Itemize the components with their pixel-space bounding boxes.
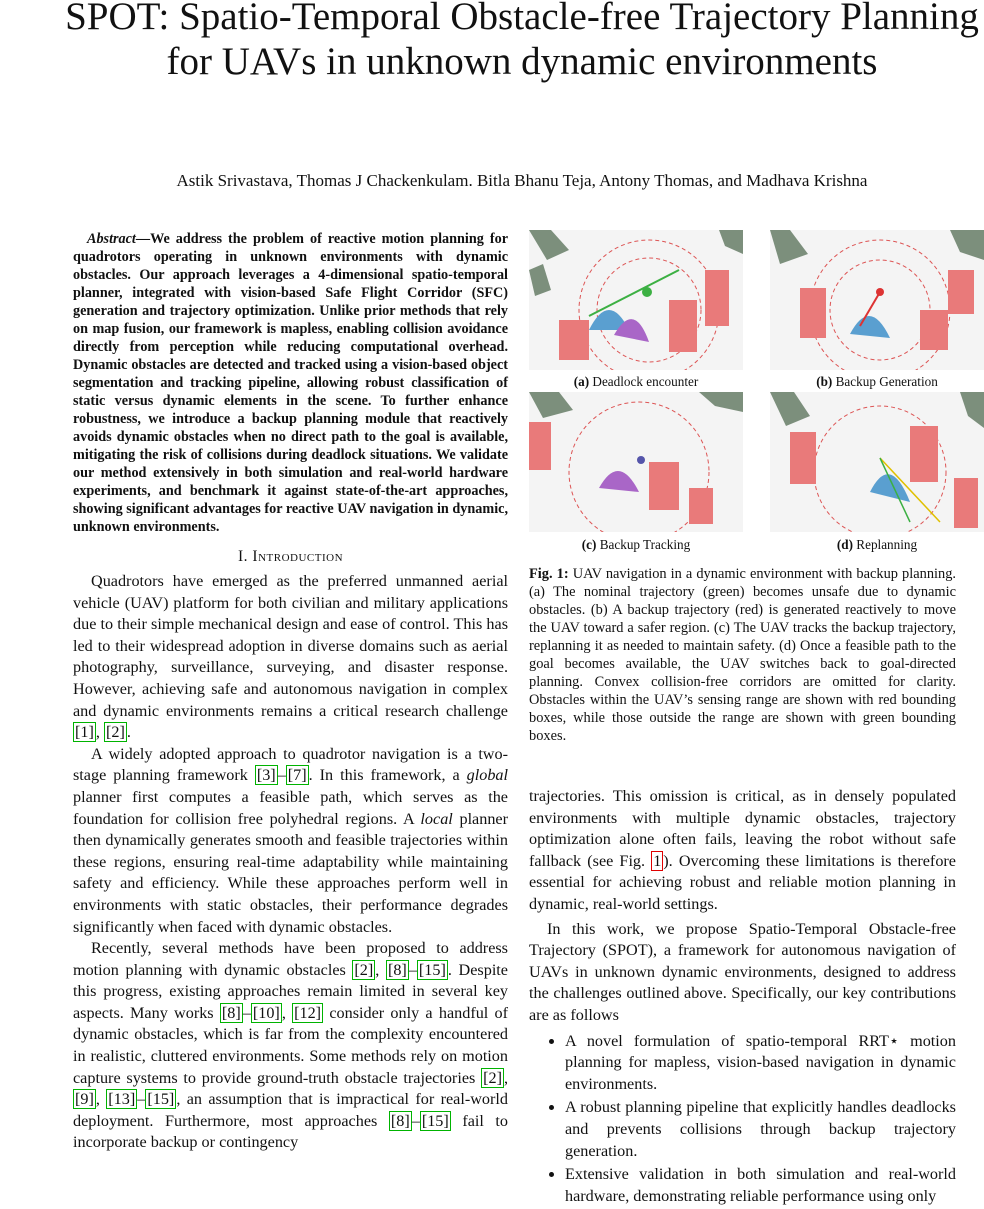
citation-link[interactable]: [15] xyxy=(147,1090,175,1109)
section-title: Introduction xyxy=(252,548,344,565)
intro-paragraph-1: Quadrotors have emerged as the preferred unmanned aerial vehicle (UAV) platform for both civilian and military applications due to their simple mechanical design and ease of control. This has led to their widespread adoption in diverse domains such as aerial photography, surveillance, surveying, and disaster response. However, achieving safe and autonomous navigation in complex and dynamic environments remains a critical research challenge [1] , [2] . xyxy=(73,572,508,742)
section-number: I. xyxy=(237,548,249,565)
citation-link[interactable]: [10] xyxy=(252,1003,280,1022)
abstract xyxy=(73,230,508,536)
citation-link[interactable]: [8] xyxy=(390,1111,410,1130)
citation-link[interactable]: [2] xyxy=(354,960,374,979)
citation-link[interactable]: [8] xyxy=(221,1003,241,1022)
paper-title: SPOT: Spatio-Temporal Obstacle-free Trajectory Planning for UAVs in unknown dynamic environments xyxy=(65,0,979,83)
citation-link[interactable]: [13] xyxy=(108,1090,136,1109)
section-heading xyxy=(73,548,508,566)
figure-caption-label: Fig. 1: xyxy=(529,566,569,582)
contribution-list xyxy=(529,1031,956,1208)
right-paragraph-2: In this work, we propose Spatio-Temporal Obstacle-free Trajectory (SPOT), a framework for autonomous navigation of UAVs in unknown dynamic environments, designed to address the challenges outlined above. Specifically, our key contributions are as follows xyxy=(529,919,956,1024)
citation-link[interactable]: [8] xyxy=(387,960,407,979)
citation-link[interactable]: [15] xyxy=(421,1111,449,1130)
intro-paragraph-3: Recently, several methods have been proposed to address motion planning with dynamic obstacles [2] , [8] – [15] . Despite this progress, existing approaches remain limited in several key aspects. Many works [8] – [10] , [12] consider only a handful of dynamic obstacles, which is far from the complexity encountered in realistic, cluttered environments. Some methods rely on motion capture systems to provide ground-truth obstacle trajectories [2] , [9] , [13] – [15] , an assumption that is impractical for real-world deployment. Furthermore, most approaches [8] – [15] fail to incorporate backup or contingency xyxy=(73,939,509,1152)
figure-panel-a-image xyxy=(529,230,743,370)
abstract-text: —We address the problem of reactive motion planning for quadrotors operating in unknown environments with dynamic obstacles. Our approach leverages a 4-dimensional spatio-temporal planner, integrated with vision-based Safe Flight Corridor (SFC) generation and trajectory optimization. Unlike prior methods that rely on map fusion, our framework is mapless, enabling collision avoidance directly from perception while reducing computational overhead. Dynamic obstacles are detected and tracked using a vision-based object segmentation and tracking pipeline, allowing robust classification of static versus dynamic elements in the scene. To further enhance robustness, we introduce a backup planning module that reactively avoids dynamic obstacles when no direct path to the goal is available, mitigating the risk of collisions during deadlock situations. We validate our method extensively in both simulation and real-world hardware experiments, and benchmark it against state-of-the-art approaches, showing significant advantages for reactive UAV navigation in dynamic, unknown environments. xyxy=(73,231,508,535)
list-item: • A robust planning pipeline that explicitly handles deadlocks and prevents collisions through backup trajectory generation. xyxy=(565,1097,956,1162)
left-column xyxy=(73,230,508,1154)
citation-link[interactable]: [2] xyxy=(483,1068,502,1087)
subfigure-caption-c: (c) Backup Tracking xyxy=(581,537,691,552)
citation-link[interactable]: [2] xyxy=(105,723,125,742)
subfigure-caption-b: (b) Backup Generation xyxy=(816,374,938,389)
figure-caption xyxy=(529,565,956,745)
list-item: • A novel formulation of spatio-temporal RRT⋆ motion planning for mapless, vision-based navigation in dynamic environments. xyxy=(565,1031,956,1096)
citation-link[interactable]: [1] xyxy=(75,723,94,742)
figure-panel-d-image xyxy=(770,392,984,532)
figure-panel-b-image xyxy=(770,230,984,370)
right-column-text xyxy=(529,786,956,1209)
list-item: • Extensive validation in both simulation and real-world hardware, demonstrating reliable performance using only xyxy=(565,1164,956,1207)
right-paragraph-1: trajectories. This omission is critical, as in densely populated environments with multiple dynamic obstacles, trajectory optimization alone often fails, leaving the robot without safe fallback (see Fig. 1 ). Overcoming these limitations is therefore essential for achieving robust and reliable motion planning in dynamic, real-world settings. xyxy=(529,787,956,913)
arxiv-identifier xyxy=(0,0,52,1200)
figure-caption-text: UAV navigation in a dynamic environment with backup planning. (a) The nominal trajectory (green) becomes unsafe due to dynamic obstacles. (b) A backup trajectory (red) is generated reactively to move the UAV toward a safer region. (c) The UAV tracks the backup trajectory, replanning it as needed to maintain safety. (d) Once a feasible path to the goal becomes available, the UAV switches back to goal-directed planning. Convex collision-free corridors are omitted for clarity. Obstacles within the UAV’s sensing range are shown with red bounding boxes, while those outside the range are shown with green bounding boxes. xyxy=(529,566,956,744)
citation-link[interactable]: [12] xyxy=(294,1003,322,1022)
figure-1 xyxy=(529,230,956,556)
subfigure-caption-d: (d) Replanning xyxy=(836,537,918,552)
citation-link[interactable]: [7] xyxy=(287,766,307,785)
citation-link[interactable]: [15] xyxy=(418,960,446,979)
abstract-label: Abstract xyxy=(87,231,136,247)
figure-panel-c-image xyxy=(529,392,743,532)
citation-link[interactable]: [9] xyxy=(75,1090,94,1109)
figure-reference-link[interactable]: 1 xyxy=(653,851,662,870)
subfigure-caption-a: (a) Deadlock encounter xyxy=(573,374,699,389)
intro-paragraph-2: A widely adopted approach to quadrotor navigation is a two-stage planning framework [3] – [7] . In this framework, a global planner first computes a feasible path, which serves as the foundation for collision free polyhedral regions. A local planner then dynamically generates smooth and feasible trajectories within these regions, ensuring real-time adaptability while maintaining safety and efficiency. While these approaches perform well in environments with static obstacles, their performance degrades significantly when faced with dynamic obstacles. xyxy=(73,744,509,936)
author-list: Astik Srivastava, Thomas J Chackenkulam. Bitla Bhanu Teja, Antony Thomas, and Madhava Krishna xyxy=(176,171,868,190)
citation-link[interactable]: [3] xyxy=(256,766,276,785)
